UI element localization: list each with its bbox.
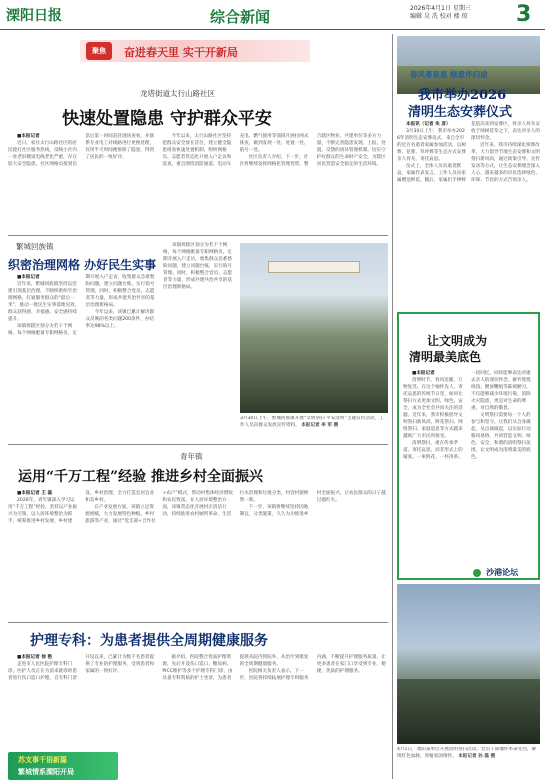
- ad-line-1: 苏支事千语新篇: [18, 756, 67, 764]
- bottom-byline: ■本报记者 徐 艳: [17, 655, 53, 660]
- commentary-body: [403, 370, 534, 562]
- bottom-headline: 护理专科：为患者提供全周期健康服务: [30, 633, 268, 649]
- photo-caption-byline: 本报记者 李 军 摄: [301, 422, 339, 428]
- memorial-caption-byline: 本报记者 孙 磊 摄: [458, 753, 496, 759]
- grid-para-3: 今年以来，该镇已累计解决群众反映的各类问题200余件，办结率达98%以上。: [85, 310, 155, 329]
- news-photo: [240, 243, 388, 413]
- main-para-2: 今年以来，太行山路社区坚持把群众安全放在首位，建立健全隐患排查快速处置机制，组织网格员、志愿者常态化开展入户走访和巡查，重点围绕消防通道、电动车充电、燃气使用等领域开展拉网式排查，做到发现一处、处置一处、销号一处。: [162, 134, 309, 167]
- right-para-1: 3月30日上午，我市举办2026年清明生态安葬仪式，来自全市的近百名逝者家属参加活动，以树葬、花葬、草坪葬等生态方式安葬亲人骨灰，寄托哀思。: [397, 129, 466, 162]
- bottom-para-3: 医院相关负责人表示，下一步，医院将持续拓展护理专科服务内涵，不断提升护理服务质量，让更多患者在家门口享受到专业、便捷、优质的护理服务。: [239, 655, 386, 681]
- top-banner: [80, 40, 310, 62]
- divider-2: [8, 444, 388, 445]
- right-body: [397, 121, 540, 307]
- village-kicker: 青年镇: [180, 452, 203, 461]
- main-headline: 快速处置隐患 守护群众平安: [62, 109, 272, 129]
- commentary-footer-badge: 沙港论坛: [473, 562, 518, 576]
- grid-para-cont: 该镇将辖区划分为若干个网格，每个网格配备专职网格员，定期开展入户走访，收集群众急难愁盼问题，建立问题台账，实行销号管理。同时，积极整合党员、志愿者等力量，形成共建共治共享的基层治理新格局。: [163, 243, 232, 290]
- grid-kicker: 繁城回族镇: [16, 242, 54, 251]
- main-para-3: 社区负责人介绍，下一步，社区将继续发挥网格化管理优势，整合辖区物业、共建单位等多方力量，不断完善隐患发现、上报、处置、反馈的闭环管理机制，切实守护好群众的生命财产安全，为辖区居民营造安全稳定的生活环境。: [239, 134, 386, 167]
- masthead: [0, 0, 545, 30]
- advertisement: [8, 752, 118, 780]
- village-para-1: 2026年，青年镇深入学习运用“千万工程”经验，坚持以产业振兴为引领，以人居环境整治为抓手，统筹推进乡村发展、乡村建设、乡村治理，全力打造宜居宜业和美乡村。: [8, 491, 155, 524]
- right-headline-1: 我市举办2026: [418, 88, 507, 103]
- village-para-3: 下一步，该镇将继续坚持因地制宜、分类施策，久久为功推进乡村全面振兴，让农民群众的日子越过越红火。: [239, 491, 386, 517]
- bottom-para-2: 据介绍，医院整合优质护理资源，先后开设伤口造口、糖尿病、PICC维护等多个护理专科门诊，由具备专科资质的护士坐诊，为患者提供从院内到院外、从治疗到康复的全周期健康服务。: [162, 655, 309, 681]
- main-body: [8, 133, 388, 231]
- banner-stamp: 聚焦: [86, 42, 112, 60]
- commentary-byline: ■本报记者: [412, 371, 435, 376]
- village-body: [8, 490, 388, 618]
- memorial-caption: 4月1日，溧阳某单位开展清明祭扫活动，党员干部缅怀革命先烈，赓续红色血脉，厚植家国情怀。 本报记者 孙 磊 摄: [397, 747, 537, 759]
- right-para-3: 近年来，我市持续深化殡葬改革，大力倡导节地生态安葬和文明祭扫新风尚，通过政策引导、宣传发动等方式，让生态安葬理念深入人心，越来越多的市民选择绿色、环保、节俭的方式告别亲人。: [471, 143, 540, 183]
- banner-text: 奋进春天里 实干开新局: [124, 46, 238, 59]
- column-divider: [392, 34, 393, 779]
- badge-icon: [473, 569, 481, 577]
- village-headline: 运用“千万工程”经验 推进乡村全面振兴: [18, 469, 263, 485]
- photo-banner: [268, 261, 360, 273]
- commentary-para-2: 清明祭扫，重在传承孝道、寄托哀思，而非形式上的铺张。一束鲜花、一杯清茶、一段回忆，同样能够表达对逝去亲人的深切怀念。摒弃焚烧纸钱、燃放鞭炮等陈规陋习，不仅能够减少环境污染、消除火灾隐患，更是对生命的尊重、对自然的敬畏。: [403, 371, 531, 460]
- section-title: 综合新闻: [210, 8, 271, 26]
- commentary-para-1: 清明时节，春风送暖，万物复苏。在这个缅怀先人、寄托哀思的传统节日里，如何让祭扫方式更加文明、绿色、安全，成为全社会共同关注的话题。近年来，我市积极倡导文明祭扫新风尚，鲜花祭扫、网络祭扫、家庭追思等方式越来越被广大市民所接受。: [403, 378, 463, 439]
- bottom-para-1: 走进市人民医院护理专科门诊，医护人员正在为前来就诊的患者进行伤口造口护理。自专科门诊开设以来，已累计为数千名患者提供了专业的护理服务，受到患者和家属的一致好评。: [8, 655, 155, 681]
- village-byline: ■本报记者 王 磊: [17, 491, 53, 496]
- grid-body-cont: [163, 242, 235, 442]
- commentary-headline-1: 让文明成为: [427, 334, 488, 348]
- divider-3: [8, 622, 388, 623]
- main-byline: ■本报记者: [17, 134, 40, 139]
- date-info: [410, 5, 471, 21]
- commentary-para-3: 文明祭扫需要每一个人的参与和坚守。让我们从自身做起，从点滴做起，以实际行动移风易俗，共同营造文明、绿色、安全、和谐的清明祭扫氛围，让文明成为清明最美的底色。: [471, 413, 531, 460]
- issue-weekday: 星期三: [452, 5, 471, 12]
- main-para-1: 近日，家住太行山路社区的居民拨打社区服务热线，反映小区内一处老旧楼道电线老化严重，存在较大安全隐患。社区网格员接到信息后第一时间赶赴现场查看，并联系专业电工对线路进行更换处理，仅用半天时间便排除了隐患，得到了居民的一致好评。: [8, 134, 155, 167]
- right-byline: 本报讯（记者 朱 彦）: [406, 122, 451, 127]
- grid-para-2: 该镇将辖区划分为若干个网格，每个网格配备专职网格员，定期开展入户走访，收集群众急难愁盼问题，建立问题台账，实行销号管理。同时，积极整合党员、志愿者等力量，形成共建共治共享的基层治理新格局。: [8, 275, 155, 336]
- page-number: 3: [516, 2, 532, 27]
- commentary-headline-2: 清明最美底色: [409, 350, 482, 364]
- right-headline-2: 清明生态安葬仪式: [408, 105, 513, 120]
- village-para-2: 在产业发展方面，该镇立足资源禀赋，大力发展特色种植、乡村旅游等产业，通过“党支部+合作社+农户”模式，带动村集体经济增收和农民致富。在人居环境整治方面，该镇常态化开展村庄清洁行动，持续推进农村厕所革命、生活污水治理和垃圾分类，村容村貌焕然一新。: [85, 491, 309, 524]
- commentary-box: [397, 312, 540, 580]
- memorial-photo-people: [397, 679, 540, 744]
- right-kicker: 春风寄哀思 绿意伴归途: [410, 70, 488, 79]
- main-kicker: 龙塔街道太行山路社区: [140, 89, 215, 98]
- newspaper-logo: 溧阳日报: [6, 8, 62, 24]
- right-para-2: 仪式上，全体人员向逝者默哀，家属代表发言，工作人员向家属赠送鲜花。随后，家属们手捧鲜花依次来到安葬区，将亲人骨灰安放于绿树花草之下，表达对亲人的深切怀念。: [397, 122, 540, 183]
- divider-1: [8, 235, 388, 236]
- grid-headline: 织密治理网格 办好民生实事: [8, 258, 157, 272]
- photo-crowd: [240, 353, 388, 413]
- issue-date: 2026年4月1日: [410, 5, 451, 12]
- grid-para-1: 近年来，繁城回族镇坚持以党建引领基层治理，不断织密织牢治理网格，打通服务群众的“最后一米”，推动一批民生实事落地见效，群众获得感、幸福感、安全感持续提升。: [8, 282, 80, 322]
- grid-body: [8, 274, 158, 442]
- editor-line: 编辑 吴 冼 校对 楼 琼: [410, 13, 468, 20]
- memorial-photo: [397, 584, 540, 744]
- ad-line-2: 繁城情系溧阳开局: [18, 768, 74, 776]
- grid-byline: ■本报记者: [17, 275, 40, 280]
- photo-caption: 3月30日上午，繁城回族镇开展“文明祭扫 平安清明”主题宣传活动，工作人员向群众发放宣传资料。 本报记者 李 军 摄: [240, 416, 384, 428]
